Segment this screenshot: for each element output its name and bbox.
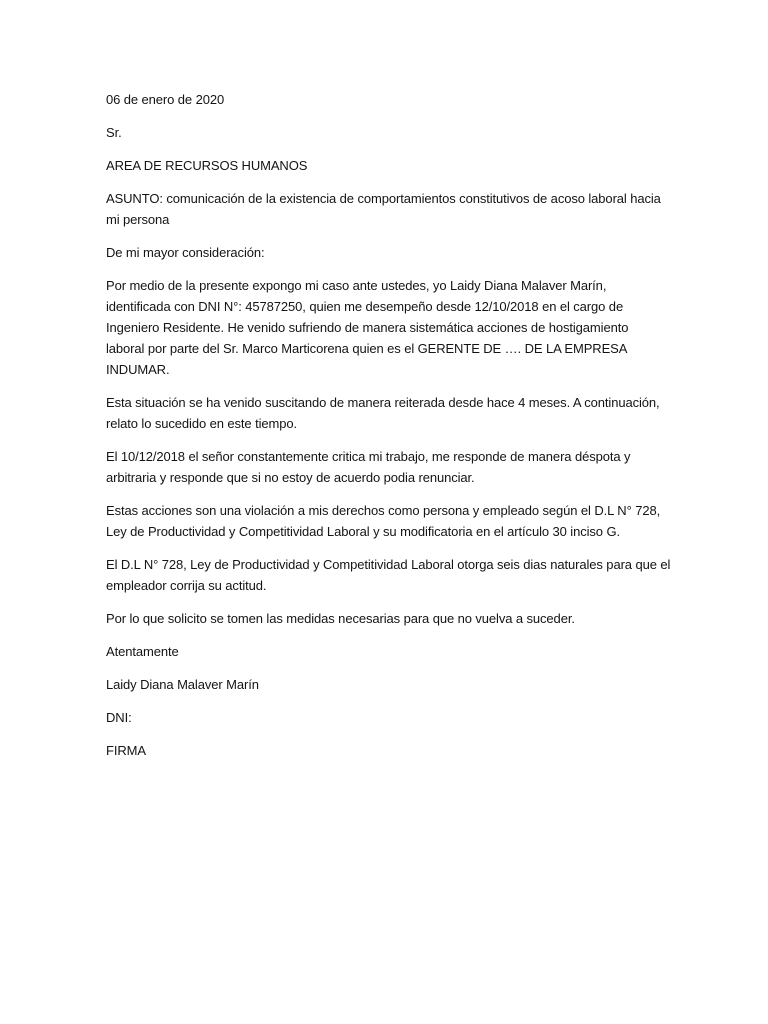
body-line: Ingeniero Residente. He venido sufriendo de manera sistemática acciones de hostigamiento — [106, 320, 629, 335]
body-line: El D.L N° 728, Ley de Productividad y Competitividad Laboral otorga seis dias naturales para que el — [106, 557, 671, 572]
body-paragraph — [106, 500, 668, 542]
body-line: El 10/12/2018 el señor constantemente critica mi trabajo, me responde de manera déspota y — [106, 449, 631, 464]
body-paragraph — [106, 554, 671, 596]
salutation: Sr. — [106, 125, 122, 140]
body-line: laboral por parte del Sr. Marco Marticorena quien es el GERENTE DE …. DE LA EMPRESA — [106, 341, 628, 356]
subject-line: ASUNTO: comunicación de la existencia de comportamientos constitutivos de acoso laboral hacia — [106, 191, 661, 206]
signer-name: Laidy Diana Malaver Marín — [106, 677, 259, 692]
body-paragraph — [106, 446, 668, 488]
greeting: De mi mayor consideración: — [106, 245, 265, 260]
body-paragraph — [106, 275, 668, 380]
body-line: Por lo que solicito se tomen las medidas necesarias para que no vuelva a suceder. — [106, 611, 575, 626]
body-line: Estas acciones son una violación a mis derechos como persona y empleado según el D.L N° 728, — [106, 503, 661, 518]
body-line: INDUMAR. — [106, 362, 170, 377]
body-line: identificada con DNI N°: 45787250, quien me desempeño desde 12/10/2018 en el cargo de — [106, 299, 624, 314]
body-line: Por medio de la presente expongo mi caso ante ustedes, yo Laidy Diana Malaver Marín, — [106, 278, 607, 293]
body-line: arbitraria y responde que si no estoy de acuerdo podia renunciar. — [106, 470, 475, 485]
closing: Atentamente — [106, 644, 179, 659]
letter-date: 06 de enero de 2020 — [106, 92, 225, 107]
dni-label: DNI: — [106, 710, 132, 725]
body-line: relato lo sucedido en este tiempo. — [106, 416, 297, 431]
subject — [106, 188, 668, 230]
body-line: Esta situación se ha venido suscitando de manera reiterada desde hace 4 meses. A continuación, — [106, 395, 660, 410]
subject-line: mi persona — [106, 212, 170, 227]
recipient: AREA DE RECURSOS HUMANOS — [106, 158, 308, 173]
body-paragraph — [106, 392, 668, 434]
body-line: Ley de Productividad y Competitividad Laboral y su modificatoria en el artículo 30 inciso G. — [106, 524, 620, 539]
body-line: empleador corrija su actitud. — [106, 578, 267, 593]
body-paragraph — [106, 608, 668, 629]
signature-label: FIRMA — [106, 743, 146, 758]
